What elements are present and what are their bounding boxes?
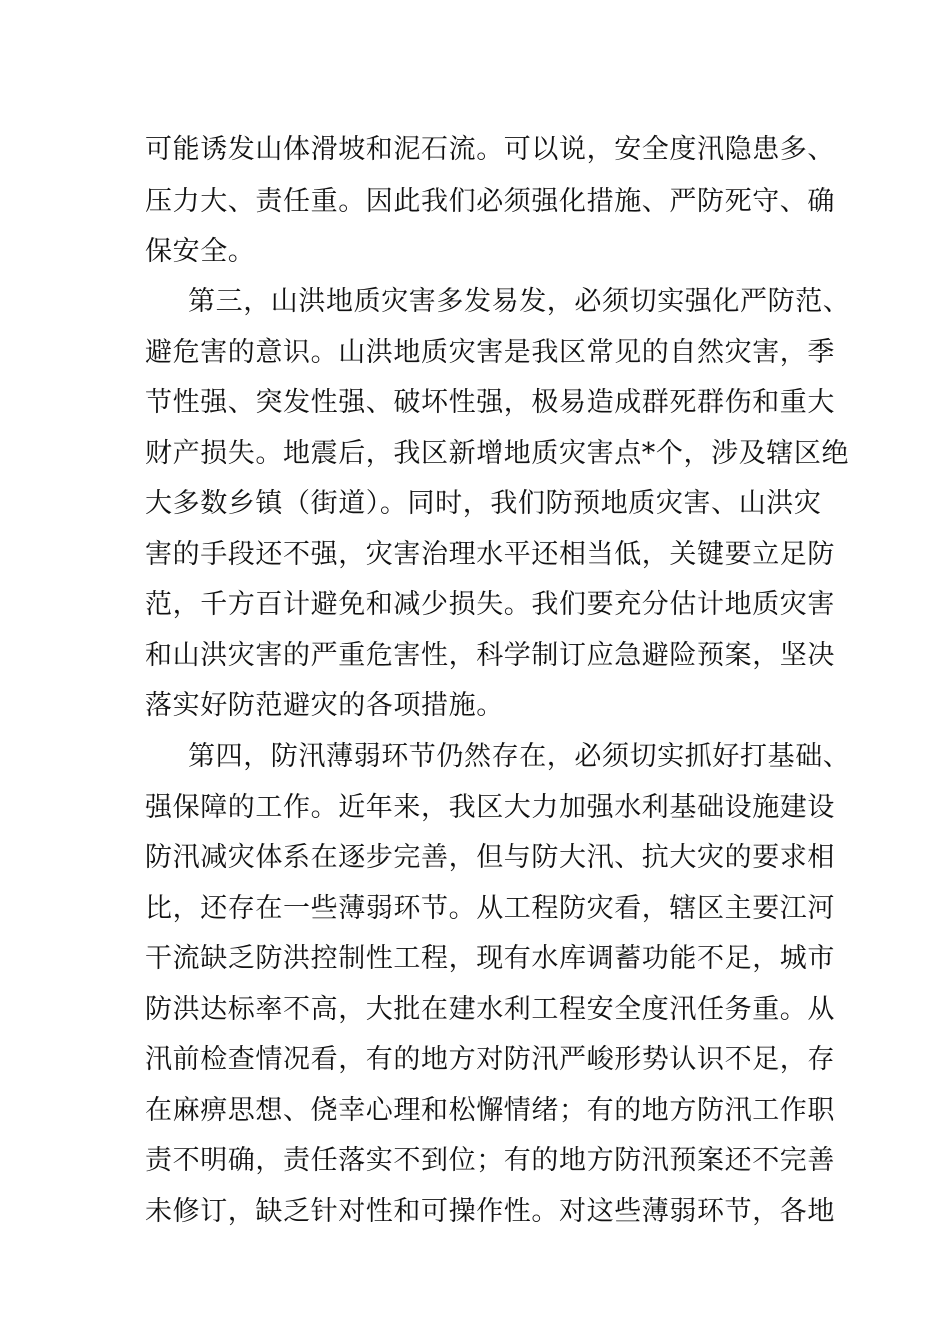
paragraph-first-line: 第四，防汛薄弱环节仍然存在，必须切实抓好打基础、 bbox=[188, 741, 851, 772]
text-line: 和山洪灾害的严重危害性，科学制订应急避险预案，坚决 bbox=[145, 640, 835, 671]
text-line: 大多数乡镇（街道）。同时，我们防预地质灾害、山洪灾 bbox=[145, 488, 822, 519]
text-line: 财产损失。地震后，我区新增地质灾害点*个，涉及辖区绝 bbox=[145, 438, 850, 469]
text-line: 强保障的工作。近年来，我区大力加强水利基础设施建设 bbox=[145, 792, 835, 823]
text-line: 保安全。 bbox=[145, 236, 256, 267]
paragraph-first-line: 第三，山洪地质灾害多发易发，必须切实强化严防范、 bbox=[188, 286, 851, 317]
text-line: 汛前检查情况看，有的地方对防汛严峻形势认识不足，存 bbox=[145, 1044, 835, 1075]
text-line: 害的手段还不强，灾害治理水平还相当低，关键要立足防 bbox=[145, 539, 835, 570]
text-line: 可能诱发山体滑坡和泥石流。可以说，安全度汛隐患多、 bbox=[145, 134, 835, 165]
text-line: 范，千方百计避免和减少损失。我们要充分估计地质灾害 bbox=[145, 589, 835, 620]
text-line: 节性强、突发性强、破坏性强，极易造成群死群伤和重大 bbox=[145, 387, 835, 418]
text-line: 防汛减灾体系在逐步完善，但与防大汛、抗大灾的要求相 bbox=[145, 842, 835, 873]
text-line: 责不明确，责任落实不到位；有的地方防汛预案还不完善 bbox=[145, 1145, 835, 1176]
text-line: 落实好防范避灾的各项措施。 bbox=[145, 690, 504, 721]
text-line: 压力大、责任重。因此我们必须强化措施、严防死守、确 bbox=[145, 186, 835, 217]
text-line: 干流缺乏防洪控制性工程，现有水库调蓄功能不足，城市 bbox=[145, 943, 835, 974]
text-line: 比，还存在一些薄弱环节。从工程防灾看，辖区主要江河 bbox=[145, 893, 835, 924]
text-line: 避危害的意识。山洪地质灾害是我区常见的自然灾害，季 bbox=[145, 337, 835, 368]
text-line: 防洪达标率不高，大批在建水利工程安全度汛任务重。从 bbox=[145, 994, 835, 1025]
text-line: 在麻痹思想、侥幸心理和松懈情绪；有的地方防汛工作职 bbox=[145, 1095, 835, 1126]
text-line: 未修订，缺乏针对性和可操作性。对这些薄弱环节，各地 bbox=[145, 1196, 835, 1227]
